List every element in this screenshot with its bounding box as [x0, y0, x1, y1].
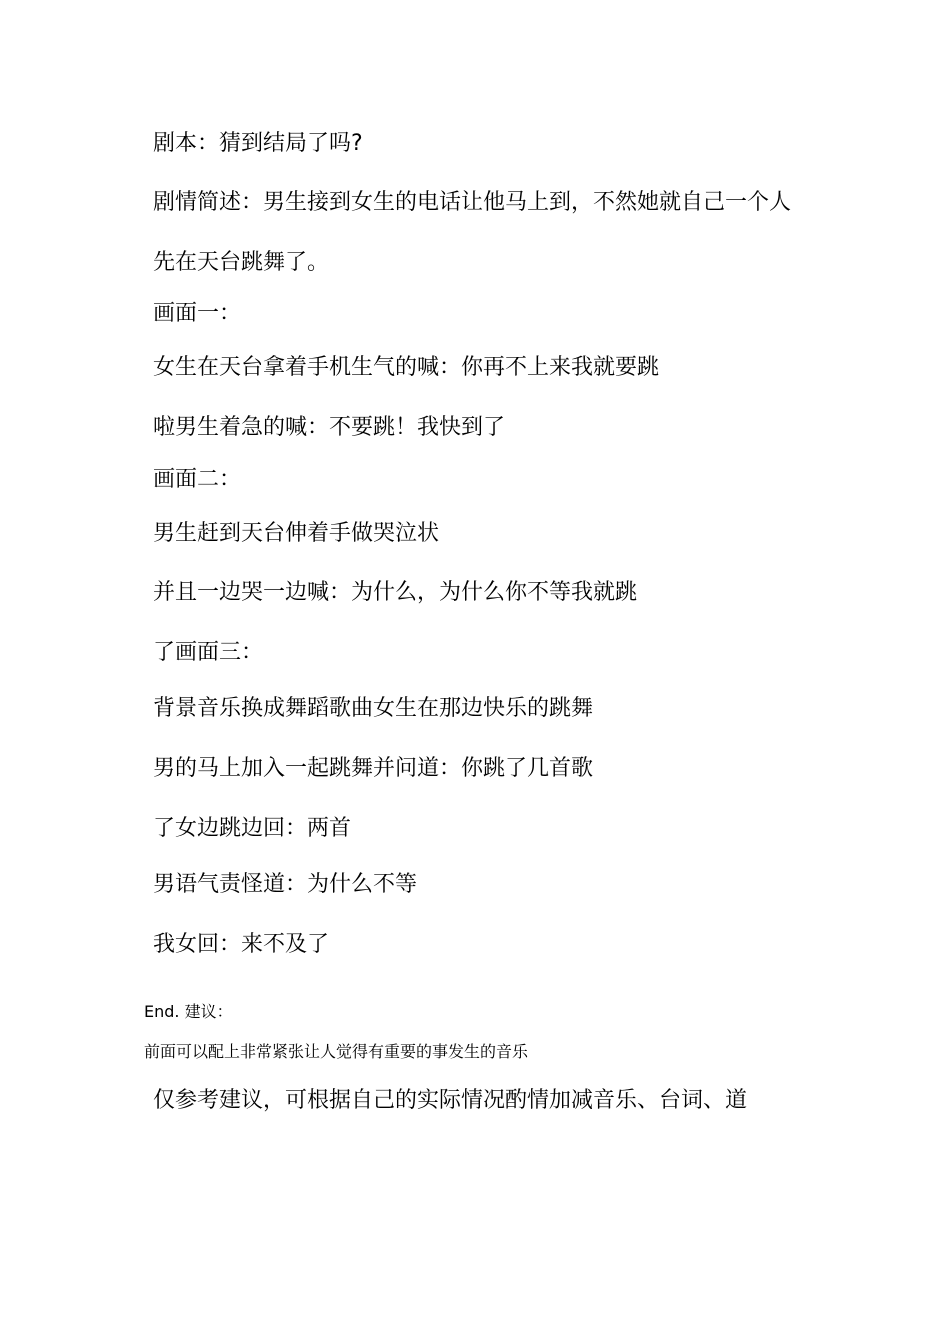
scene-two-heading: 画面二： — [153, 467, 242, 492]
scene-three-heading: 了画面三： — [153, 640, 264, 665]
scene-three-line-2: 男的马上加入一起跳舞并问道：你跳了几首歌 — [153, 756, 594, 781]
scene-one-line-1: 女生在天台拿着手机生气的喊：你再不上来我就要跳 — [153, 355, 660, 380]
scene-one-heading: 画面一： — [153, 301, 242, 326]
music-suggestion: 前面可以配上非常紧张让人觉得有重要的事发生的音乐 — [144, 1042, 529, 1061]
scene-three-line-4: 男语气责怪道：为什么不等 — [153, 872, 418, 897]
scene-three-line-3: 了女边跳边回：两首 — [153, 816, 352, 841]
scene-two-line-2: 并且一边哭一边喊：为什么，为什么你不等我就跳 — [153, 580, 638, 605]
scene-three-line-5: 我女回：来不及了 — [153, 932, 330, 957]
plot-summary-line-1: 剧情简述：男生接到女生的电话让他马上到，不然她就自己一个人 — [153, 190, 792, 215]
script-title: 剧本：猜到结局了吗? — [153, 131, 363, 156]
plot-summary-line-2: 先在天台跳舞了。 — [153, 250, 330, 275]
scene-one-line-2: 啦男生着急的喊：不要跳！我快到了 — [153, 415, 506, 440]
scene-two-line-1: 男生赶到天台伸着手做哭泣状 — [153, 521, 440, 546]
scene-three-line-1: 背景音乐换成舞蹈歌曲女生在那边快乐的跳舞 — [153, 696, 594, 721]
end-label: End. 建议： — [144, 1002, 233, 1021]
closing-note: 仅参考建议，可根据自己的实际情况酌情加减音乐、台词、道 — [153, 1088, 748, 1113]
